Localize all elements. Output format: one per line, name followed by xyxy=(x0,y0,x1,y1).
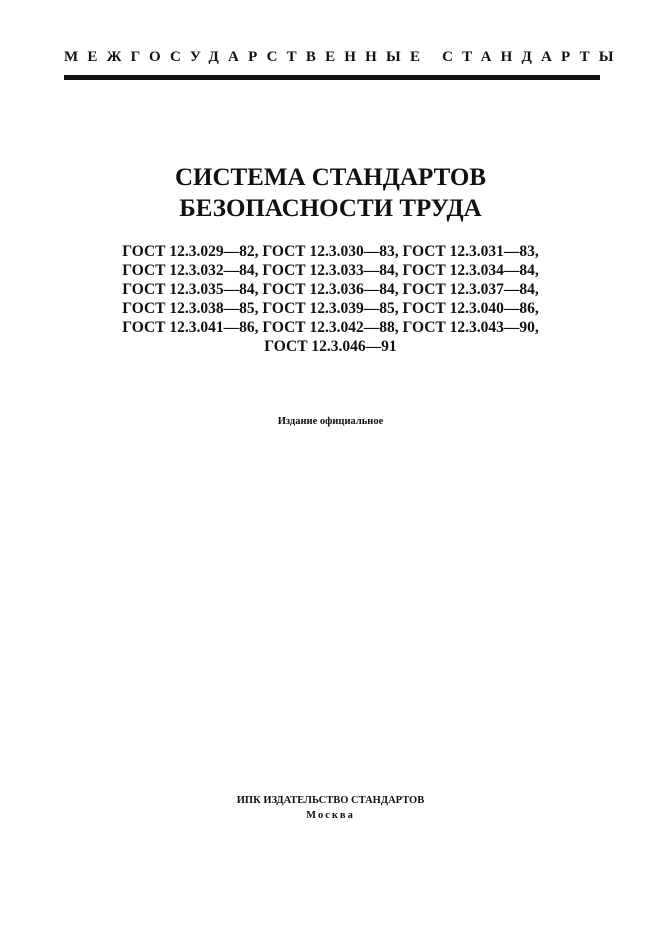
gost-row: ГОСТ 12.3.035—84, ГОСТ 12.3.036—84, ГОСТ 12.3.037—84, xyxy=(122,281,539,298)
series-title: МЕЖГОСУДАРСТВЕННЫЕ СТАНДАРТЫ xyxy=(64,49,623,65)
gost-list xyxy=(0,242,661,356)
edition-note: Издание официальное xyxy=(277,416,384,427)
document-title xyxy=(0,162,661,224)
gost-row: ГОСТ 12.3.038—85, ГОСТ 12.3.039—85, ГОСТ 12.3.040—86, xyxy=(122,300,539,317)
document-title-line-2: БЕЗОПАСНОСТИ ТРУДА xyxy=(179,195,482,222)
header-rule xyxy=(64,75,600,80)
document-title-line-1: СИСТЕМА СТАНДАРТОВ xyxy=(174,164,487,191)
gost-row: ГОСТ 12.3.046—91 xyxy=(264,338,397,355)
publisher-name: ИПК ИЗДАТЕЛЬСТВО СТАНДАРТОВ xyxy=(236,795,425,806)
publisher-city: Москва xyxy=(306,810,355,821)
gost-row: ГОСТ 12.3.029—82, ГОСТ 12.3.030—83, ГОСТ 12.3.031—83, xyxy=(122,243,539,260)
gost-row: ГОСТ 12.3.032—84, ГОСТ 12.3.033—84, ГОСТ 12.3.034—84, xyxy=(122,262,539,279)
gost-row: ГОСТ 12.3.041—86, ГОСТ 12.3.042—88, ГОСТ 12.3.043—90, xyxy=(122,319,539,336)
